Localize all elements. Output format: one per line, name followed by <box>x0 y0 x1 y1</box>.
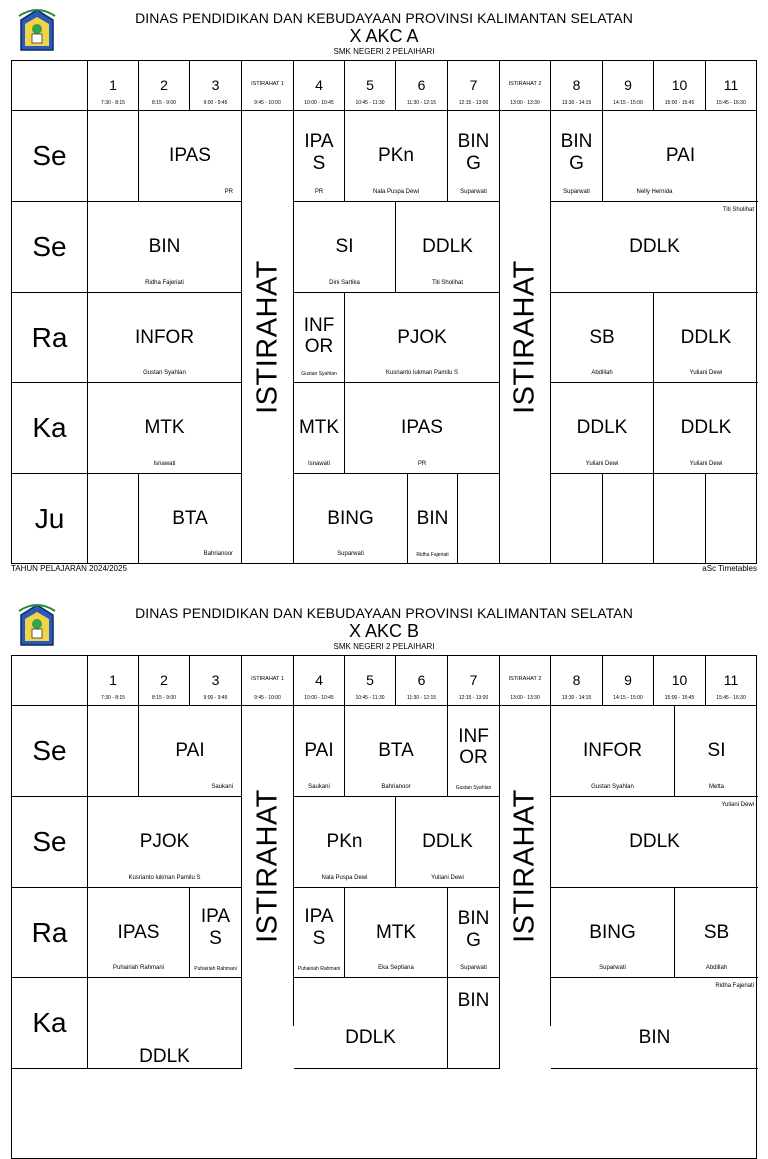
period-header: 8 13:30 - 14:15 <box>551 61 603 111</box>
day-label: Se <box>12 706 88 797</box>
day-label: Ra <box>12 293 88 383</box>
break-column: ISTIRAHAT <box>500 111 551 563</box>
lesson-cell[interactable]: BIN G Suparwati <box>551 111 603 202</box>
lesson-cell[interactable]: DDLK Yuliani Dewi <box>396 797 500 888</box>
period-header: 3 9:00 - 9:45 <box>190 61 242 111</box>
period-header: 11 15:45 - 16:30 <box>706 656 756 706</box>
period-header: 10 15:00 - 15:45 <box>654 61 706 111</box>
lesson-cell[interactable]: BTA Bahrianoor <box>139 474 242 563</box>
header <box>0 0 768 60</box>
lesson-cell[interactable]: DDLK Yuliani Dewi <box>654 293 758 383</box>
day-label: Ju <box>12 474 88 563</box>
lesson-cell[interactable]: SI Metta <box>675 706 758 797</box>
school-name: SMK NEGERI 2 PELAIHARI <box>333 47 435 56</box>
lesson-cell[interactable]: BING Suparwati <box>551 888 675 978</box>
day-label: Ra <box>12 888 88 978</box>
generator-credit: aSc Timetables <box>702 564 757 573</box>
lesson-cell[interactable]: PJOK Kusrianto lukman Pamilu S <box>88 797 242 888</box>
lesson-cell[interactable]: DDLK Yuliani Dewi <box>654 383 758 474</box>
lesson-cell[interactable]: BTA Bahrianoor <box>345 706 448 797</box>
period-header: 5 10:45 - 11:30 <box>345 61 396 111</box>
lesson-cell[interactable]: BING Suparwati <box>294 474 408 563</box>
academic-year: TAHUN PELAJARAN 2024/2025 <box>11 564 127 573</box>
lesson-cell[interactable]: MTK Eka Septiana <box>345 888 448 978</box>
break-header: ISTIRAHAT 1 9:45 - 10:00 <box>242 656 294 706</box>
lesson-cell[interactable]: BIN Ridha Fajeriati <box>88 202 242 293</box>
period-header: 10 15:00 - 15:45 <box>654 656 706 706</box>
lesson-cell[interactable]: SB Abdillah <box>675 888 758 978</box>
lesson-cell[interactable]: MTK Isnawati <box>294 383 345 474</box>
period-header: 2 8:15 - 9:00 <box>139 61 190 111</box>
period-header: 9 14:15 - 15:00 <box>603 656 654 706</box>
org-title: DINAS PENDIDIKAN DAN KEBUDAYAAN PROVINSI KALIMANTAN SELATAN <box>135 605 633 621</box>
lesson-cell[interactable]: IPA S Puhairiah Rahmani <box>294 888 345 978</box>
corner-cell <box>12 656 88 706</box>
period-header: 1 7:30 - 8:15 <box>88 61 139 111</box>
lesson-cell[interactable]: DDLK <box>88 978 242 1069</box>
period-header: 3 9:00 - 9:45 <box>190 656 242 706</box>
day-label: Ka <box>12 978 88 1069</box>
school-name: SMK NEGERI 2 PELAIHARI <box>333 642 435 651</box>
break-column: ISTIRAHAT <box>242 706 294 1026</box>
lesson-cell[interactable]: IPAS PR <box>345 383 500 474</box>
day-label: Se <box>12 202 88 293</box>
empty-slot <box>88 111 139 202</box>
lesson-cell[interactable]: IPA S PR <box>294 111 345 202</box>
empty-slot <box>88 706 139 797</box>
period-header: 6 11:30 - 12:15 <box>396 656 448 706</box>
lesson-cell[interactable]: PAI Saukani <box>139 706 242 797</box>
lesson-cell[interactable]: PAI Nelly Hernida <box>603 111 758 202</box>
lesson-cell[interactable]: MTK Isnawati <box>88 383 242 474</box>
break-header: ISTIRAHAT 2 13:00 - 13:30 <box>500 656 551 706</box>
lesson-cell[interactable]: INFOR Gustan Syahlan <box>88 293 242 383</box>
break-column: ISTIRAHAT <box>500 706 551 1026</box>
period-header: 4 10:00 - 10:45 <box>294 61 345 111</box>
period-header: 6 11:30 - 12:15 <box>396 61 448 111</box>
header <box>0 595 768 655</box>
day-label: Ka <box>12 383 88 474</box>
timetable-page-b <box>0 595 768 1067</box>
lesson-cell[interactable]: DDLK Titi Sholihat <box>551 202 758 293</box>
lesson-cell[interactable]: IPAS PR <box>139 111 242 202</box>
lesson-cell[interactable]: DDLK Titi Sholihat <box>396 202 500 293</box>
lesson-cell[interactable]: PJOK Kusrianto lukman Pamilu S <box>345 293 500 383</box>
period-header: 1 7:30 - 8:15 <box>88 656 139 706</box>
lesson-cell[interactable]: DDLK <box>294 978 448 1069</box>
period-header: 9 14:15 - 15:00 <box>603 61 654 111</box>
lesson-cell[interactable]: DDLK Yuliani Dewi <box>551 797 758 888</box>
lesson-cell[interactable]: SB Abdillah <box>551 293 654 383</box>
lesson-cell[interactable]: BIN G Suparwati <box>448 888 500 978</box>
lesson-cell[interactable]: BIN <box>448 978 500 1069</box>
day-label: Se <box>12 111 88 202</box>
empty-slot <box>603 474 654 563</box>
lesson-cell[interactable]: BIN Ridha Fajeriati <box>551 978 758 1069</box>
class-title: X AKC A <box>349 26 419 46</box>
timetable-grid <box>11 60 757 564</box>
period-header: 11 15:45 - 16:30 <box>706 61 756 111</box>
period-header: 7 12:15 - 13:00 <box>448 61 500 111</box>
lesson-cell[interactable]: PAI Saukani <box>294 706 345 797</box>
lesson-cell[interactable]: INF OR Gustan Syahlan <box>294 293 345 383</box>
lesson-cell[interactable]: INFOR Gustan Syahlan <box>551 706 675 797</box>
lesson-cell[interactable]: IPAS Puhairiah Rahmani <box>88 888 190 978</box>
period-header: 2 8:15 - 9:00 <box>139 656 190 706</box>
lesson-cell[interactable]: INF OR Gustan Syahlan <box>448 706 500 797</box>
period-header: 7 12:15 - 13:00 <box>448 656 500 706</box>
break-header: ISTIRAHAT 1 9:45 - 10:00 <box>242 61 294 111</box>
period-header: 8 13:30 - 14:15 <box>551 656 603 706</box>
lesson-cell[interactable]: BIN Ridha Fajeriati <box>408 474 458 563</box>
break-column: ISTIRAHAT <box>242 111 294 563</box>
empty-slot <box>88 474 139 563</box>
class-title: X AKC B <box>348 621 420 641</box>
lesson-cell[interactable]: IPA S Puhairiah Rahmani <box>190 888 242 978</box>
timetable-grid <box>11 655 757 1159</box>
empty-slot <box>458 474 500 563</box>
lesson-cell[interactable]: SI Dini Sartika <box>294 202 396 293</box>
period-header: 4 10:00 - 10:45 <box>294 656 345 706</box>
empty-slot <box>551 474 603 563</box>
lesson-cell[interactable]: DDLK Yuliani Dewi <box>551 383 654 474</box>
lesson-cell[interactable]: PKn Nala Puspa Dewi <box>345 111 448 202</box>
period-header: 5 10:45 - 11:30 <box>345 656 396 706</box>
lesson-cell[interactable]: BIN G Suparwati <box>448 111 500 202</box>
lesson-cell[interactable]: PKn Nala Puspa Dewi <box>294 797 396 888</box>
corner-cell <box>12 61 88 111</box>
empty-slot <box>654 474 706 563</box>
empty-slot <box>706 474 758 563</box>
break-header: ISTIRAHAT 2 13:00 - 13:30 <box>500 61 551 111</box>
day-label: Se <box>12 797 88 888</box>
org-title: DINAS PENDIDIKAN DAN KEBUDAYAAN PROVINSI KALIMANTAN SELATAN <box>135 10 633 26</box>
